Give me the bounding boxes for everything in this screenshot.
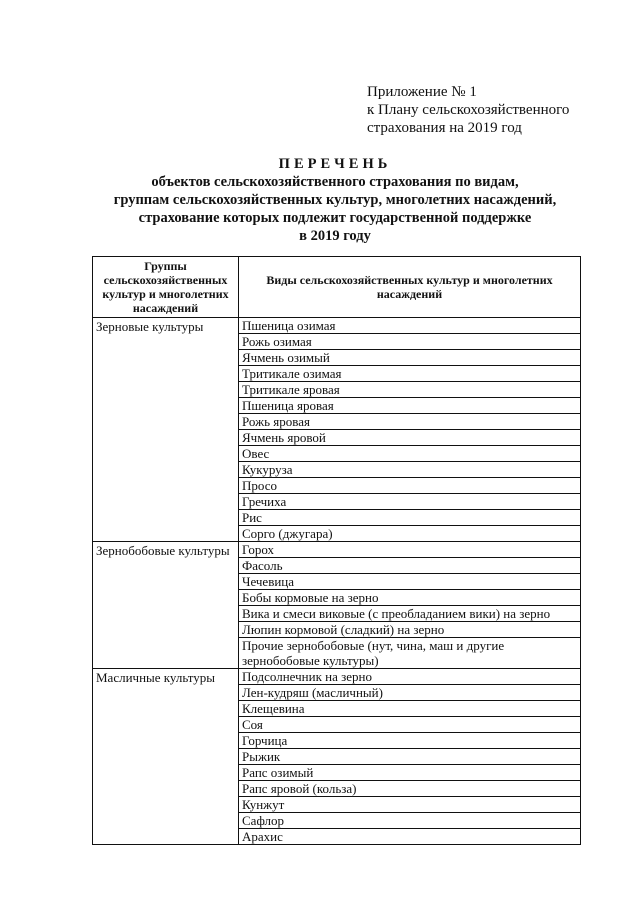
crop-type-cell: Кунжут (239, 797, 581, 813)
crop-list-table (92, 256, 581, 845)
header-groups: Группы сельскохозяйственных культур и многолетних насаждений (93, 257, 239, 318)
title-line-4: в 2019 году (299, 228, 371, 244)
title-line-1: объектов сельскохозяйственного страхования по видам, (151, 174, 519, 190)
document-title (80, 155, 590, 245)
crop-type-cell: Горох (239, 542, 581, 558)
group-name-cell: Зернобобовые культуры (93, 542, 239, 669)
crop-type-cell: Вика и смеси виковые (с преобладанием вики) на зерно (239, 606, 581, 622)
group-name-cell: Зерновые культуры (93, 318, 239, 542)
appendix-line-3: страхования на 2019 год (367, 120, 522, 136)
appendix-note (367, 83, 569, 137)
appendix-line-2: к Плану сельскохозяйственного (367, 102, 570, 118)
crop-type-cell: Горчица (239, 733, 581, 749)
crop-type-cell: Арахис (239, 829, 581, 845)
table-header-row (93, 257, 581, 318)
table-row (93, 318, 581, 334)
crop-type-cell: Рапс яровой (кольза) (239, 781, 581, 797)
crop-type-cell: Бобы кормовые на зерно (239, 590, 581, 606)
crop-type-cell: Тритикале яровая (239, 382, 581, 398)
crop-type-cell: Пшеница озимая (239, 318, 581, 334)
crop-type-cell: Подсолнечник на зерно (239, 669, 581, 685)
crop-type-cell: Люпин кормовой (сладкий) на зерно (239, 622, 581, 638)
crop-type-cell: Рапс озимый (239, 765, 581, 781)
crop-type-cell: Гречиха (239, 494, 581, 510)
crop-type-cell: Сорго (джугара) (239, 526, 581, 542)
crop-type-cell: Ячмень озимый (239, 350, 581, 366)
table-row (93, 669, 581, 685)
table-row (93, 542, 581, 558)
crop-type-cell: Рыжик (239, 749, 581, 765)
crop-type-cell: Тритикале озимая (239, 366, 581, 382)
crop-type-cell: Сафлор (239, 813, 581, 829)
title-line-3: страхование которых подлежит государственной поддержке (138, 210, 532, 226)
crop-type-cell: Овес (239, 446, 581, 462)
crop-type-cell: Фасоль (239, 558, 581, 574)
crop-type-cell: Ячмень яровой (239, 430, 581, 446)
appendix-line-1: Приложение № 1 (367, 84, 477, 100)
table-body (93, 318, 581, 845)
crop-type-cell: Клещевина (239, 701, 581, 717)
crop-type-cell: Рожь яровая (239, 414, 581, 430)
crop-type-cell: Рожь озимая (239, 334, 581, 350)
crop-type-cell: Прочие зернобобовые (нут, чина, маш и другие зернобобовые культуры) (239, 638, 581, 669)
title-line-2: группам сельскохозяйственных культур, многолетних насаждений, (113, 192, 557, 208)
crop-type-cell: Кукуруза (239, 462, 581, 478)
crop-type-cell: Рис (239, 510, 581, 526)
crop-type-cell: Пшеница яровая (239, 398, 581, 414)
group-name-cell: Масличные культуры (93, 669, 239, 845)
title-heading: ПЕРЕЧЕНЬ (278, 156, 392, 172)
crop-type-cell: Чечевица (239, 574, 581, 590)
crop-type-cell: Лен-кудряш (масличный) (239, 685, 581, 701)
crop-type-cell: Соя (239, 717, 581, 733)
crop-type-cell: Просо (239, 478, 581, 494)
header-types: Виды сельскохозяйственных культур и многолетних насаждений (239, 257, 581, 318)
